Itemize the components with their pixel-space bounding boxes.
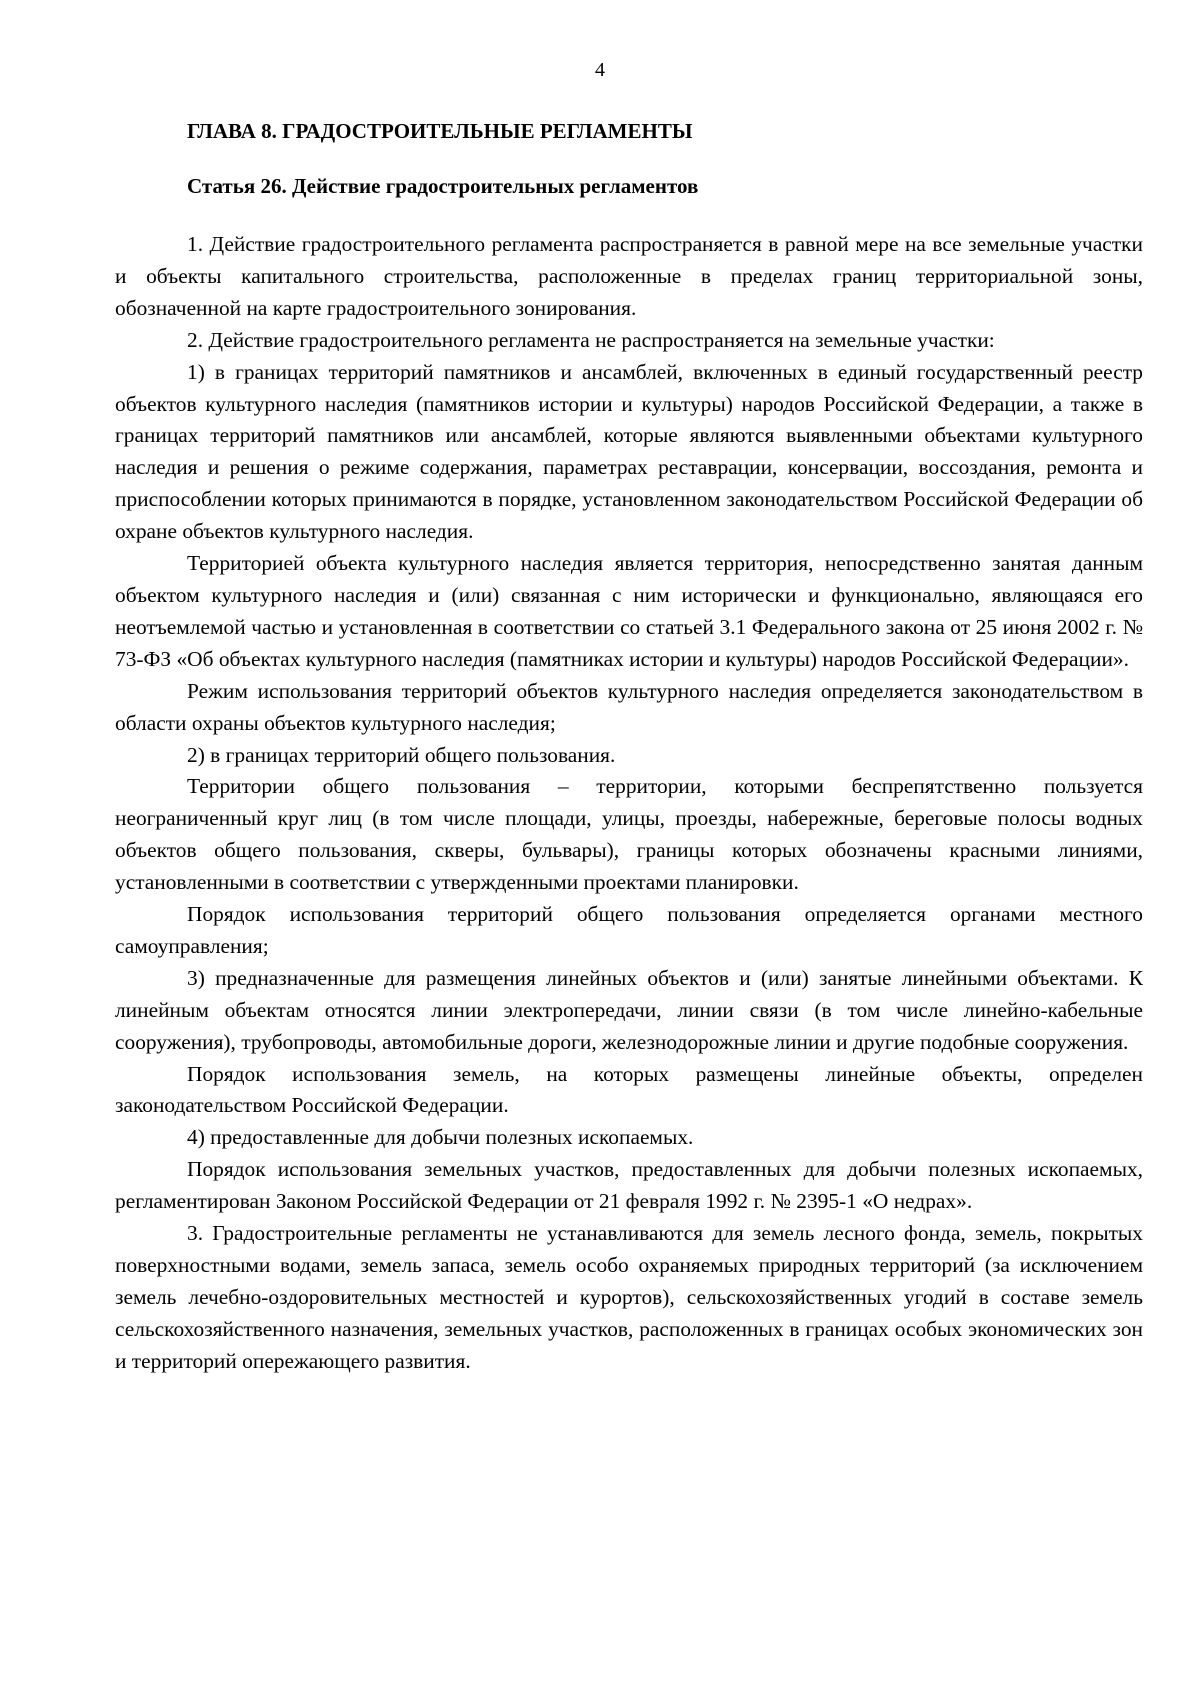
chapter-title: ГЛАВА 8. ГРАДОСТРОИТЕЛЬНЫЕ РЕГЛАМЕНТЫ	[187, 119, 693, 143]
article-body	[115, 229, 1143, 1378]
page-number: 4	[595, 59, 605, 81]
paragraph-2: 2. Действие градостроительного регламента не распространяется на земельные участки:	[187, 327, 995, 352]
paragraph-4: Территорией объекта культурного наследия является территория, непосредственно занятая данным объектом культурного наследия и (или) связанная с ним исторически и функционально, являющаяся его неотъемлемой частью и установленная в соответствии со статьей 3.1 Федерального закона от 25 июня 2002 г. № 73-ФЗ «Об объектах культурного наследия (памятниках истории и культуры) народов Российской Федерации».	[115, 551, 1143, 671]
paragraph-6: 2) в границах территорий общего пользования.	[187, 742, 616, 767]
article-title: Статья 26. Действие градостроительных регламентов	[187, 174, 699, 198]
paragraph-3: 1) в границах территорий памятников и ансамблей, включенных в единый государственный реестр объектов культурного наследия (памятников истории и культуры) народов Российской Федерации, а также в границах территорий памятников или ансамблей, которые являются выявленными объектами культурного наследия и решения о режиме содержания, параметрах реставрации, консервации, воссоздания, ремонта и приспособлении которых принимаются в порядке, установленном законодательством Российской Федерации об охране объектов культурного наследия.	[115, 359, 1143, 544]
paragraph-11: 4) предоставленные для добычи полезных ископаемых.	[187, 1125, 694, 1150]
paragraph-12: Порядок использования земельных участков, предоставленных для добычи полезных ископаемых, регламентирован Законом Российской Федерации от 21 февраля 1992 г. № 2395-1 «О недрах».	[115, 1157, 1143, 1214]
paragraph-10: Порядок использования земель, на которых размещены линейные объекты, определен законодательством Российской Федерации.	[115, 1061, 1143, 1118]
paragraph-1: 1. Действие градостроительного регламента распространяется в равной мере на все земельные участки и объекты капитального строительства, расположенные в пределах границ территориальной зоны, обозначенной на карте градостроительного зонирования.	[115, 232, 1143, 320]
paragraph-13: 3. Градостроительные регламенты не устанавливаются для земель лесного фонда, земель, покрытых поверхностными водами, земель запаса, земель особо охраняемых природных территорий (за исключением земель лечебно-оздоровительных местностей и курортов), сельскохозяйственных угодий в составе земель сельскохозяйственного назначения, земельных участков, расположенных в границах особых экономических зон и территорий опережающего развития.	[115, 1221, 1143, 1373]
paragraph-7: Территории общего пользования – территории, которыми беспрепятственно пользуется неограниченный круг лиц (в том числе площади, улицы, проезды, набережные, береговые полосы водных объектов общего пользования, скверы, бульвары), границы которых обозначены красными линиями, установленными в соответствии с утвержденными проектами планировки.	[115, 774, 1143, 895]
paragraph-8: Порядок использования территорий общего пользования определяется органами местного самоуправления;	[115, 902, 1143, 958]
paragraph-9: 3) предназначенные для размещения линейных объектов и (или) занятые линейными объектами. К линейным объектам относятся линии электропередачи, линии связи (в том числе линейно-кабельные сооружения), трубопроводы, автомобильные дороги, железнодорожные линии и другие подобные сооружения.	[115, 965, 1143, 1054]
paragraph-5: Режим использования территорий объектов культурного наследия определяется законодательством в области охраны объектов культурного наследия;	[115, 678, 1143, 735]
